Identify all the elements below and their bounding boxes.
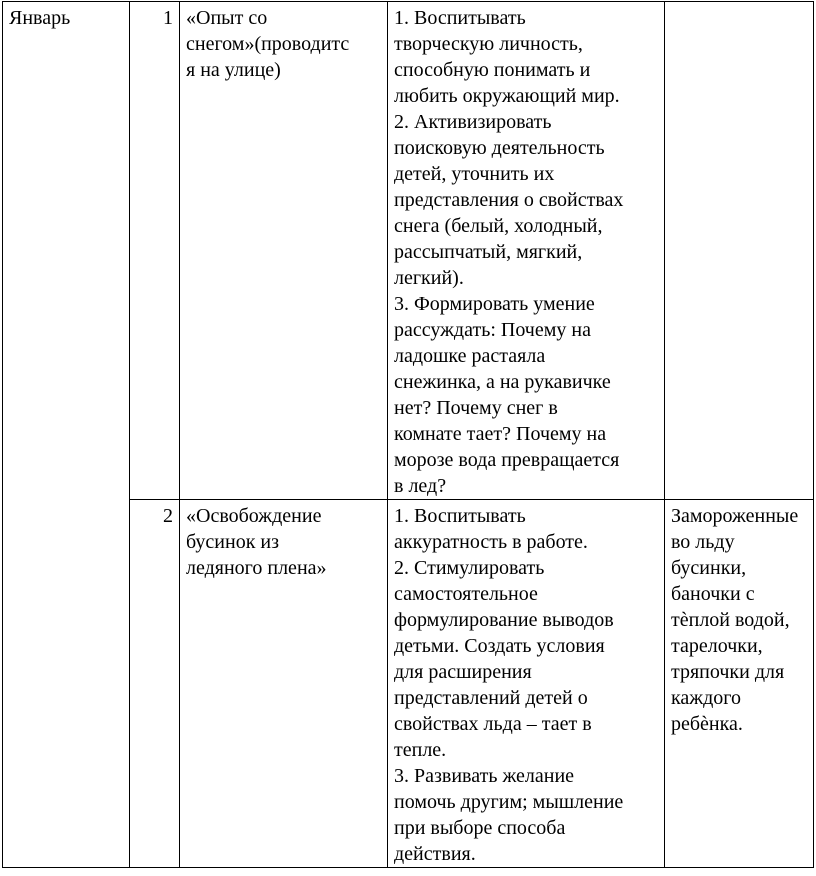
material-line: тряпочки для xyxy=(671,661,785,683)
material-line: каждого xyxy=(671,687,741,709)
goal-line: рассуждать: Почему на xyxy=(394,319,591,341)
goal-line: для расширения xyxy=(394,661,532,683)
goal-line: представления о свойствах xyxy=(394,189,624,211)
topic-line: я на улице) xyxy=(186,59,281,81)
topic-line: бусинок из xyxy=(186,531,280,553)
topic-line: снегом»(проводитс xyxy=(186,33,350,55)
materials-cell xyxy=(665,500,814,868)
goal-line: детьми. Создать условия xyxy=(394,635,605,657)
goal-line: рассыпчатый, мягкий, xyxy=(394,241,583,263)
material-line: тарелочки, xyxy=(671,635,763,657)
material-line: ребѐнка. xyxy=(671,713,743,735)
month-cell xyxy=(3,2,130,868)
goal-line: комнате тает? Почему на xyxy=(394,423,607,445)
topic-line: ледяного плена» xyxy=(186,557,327,579)
goal-line: 3. Формировать умение xyxy=(394,293,595,315)
goal-line: морозе вода превращается xyxy=(394,449,620,471)
goal-line: снега (белый, холодный, xyxy=(394,215,603,237)
goal-line: снежинка, а на рукавичке xyxy=(394,371,611,393)
row-number: 1 xyxy=(163,7,173,29)
table-row xyxy=(3,2,814,500)
goal-line: аккуратность в работе. xyxy=(394,531,588,553)
goal-line: тепле. xyxy=(394,739,447,761)
goal-line: 1. Воспитывать xyxy=(394,7,526,29)
topic-cell xyxy=(180,2,388,500)
material-line: во льду xyxy=(671,531,735,553)
goal-line: детей, уточнить их xyxy=(394,163,555,185)
row-number-cell xyxy=(130,2,180,500)
goal-line: действия. xyxy=(394,843,476,865)
goal-line: способную понимать и xyxy=(394,59,591,81)
goal-line: представлений детей о xyxy=(394,687,588,709)
lesson-plan-table xyxy=(2,1,814,868)
goal-line: легкий). xyxy=(394,267,464,289)
goal-line: помочь другим; мышление xyxy=(394,791,624,813)
month-label: Январь xyxy=(9,7,71,29)
material-line: Замороженные xyxy=(671,505,799,527)
row-number: 2 xyxy=(163,505,173,527)
goal-line: 2. Активизировать xyxy=(394,111,552,133)
goal-line: творческую личность, xyxy=(394,33,583,55)
goal-line: любить окружающий мир. xyxy=(394,85,620,107)
goal-line: свойствах льда – тает в xyxy=(394,713,592,735)
material-line: бусинки, xyxy=(671,557,747,579)
goal-line: 1. Воспитывать xyxy=(394,505,526,527)
goal-line: поисковую деятельность xyxy=(394,137,605,159)
topic-line: «Опыт со xyxy=(186,7,268,29)
goal-line: при выборе способа xyxy=(394,817,566,839)
topic-cell xyxy=(180,500,388,868)
material-line: баночки с xyxy=(671,583,755,605)
goal-line: 2. Стимулировать xyxy=(394,557,545,579)
goal-line: в лед? xyxy=(394,475,447,497)
goal-line: формулирование выводов xyxy=(394,609,614,631)
goals-cell xyxy=(388,2,665,500)
goals-cell xyxy=(388,500,665,868)
materials-cell xyxy=(665,2,814,500)
topic-line: «Освобождение xyxy=(186,505,322,527)
material-line: тѐплой водой, xyxy=(671,609,790,631)
goal-line: самостоятельное xyxy=(394,583,538,605)
goal-line: ладошке растаяла xyxy=(394,345,546,367)
goal-line: нет? Почему снег в xyxy=(394,397,558,419)
row-number-cell xyxy=(130,500,180,868)
goal-line: 3. Развивать желание xyxy=(394,765,575,787)
